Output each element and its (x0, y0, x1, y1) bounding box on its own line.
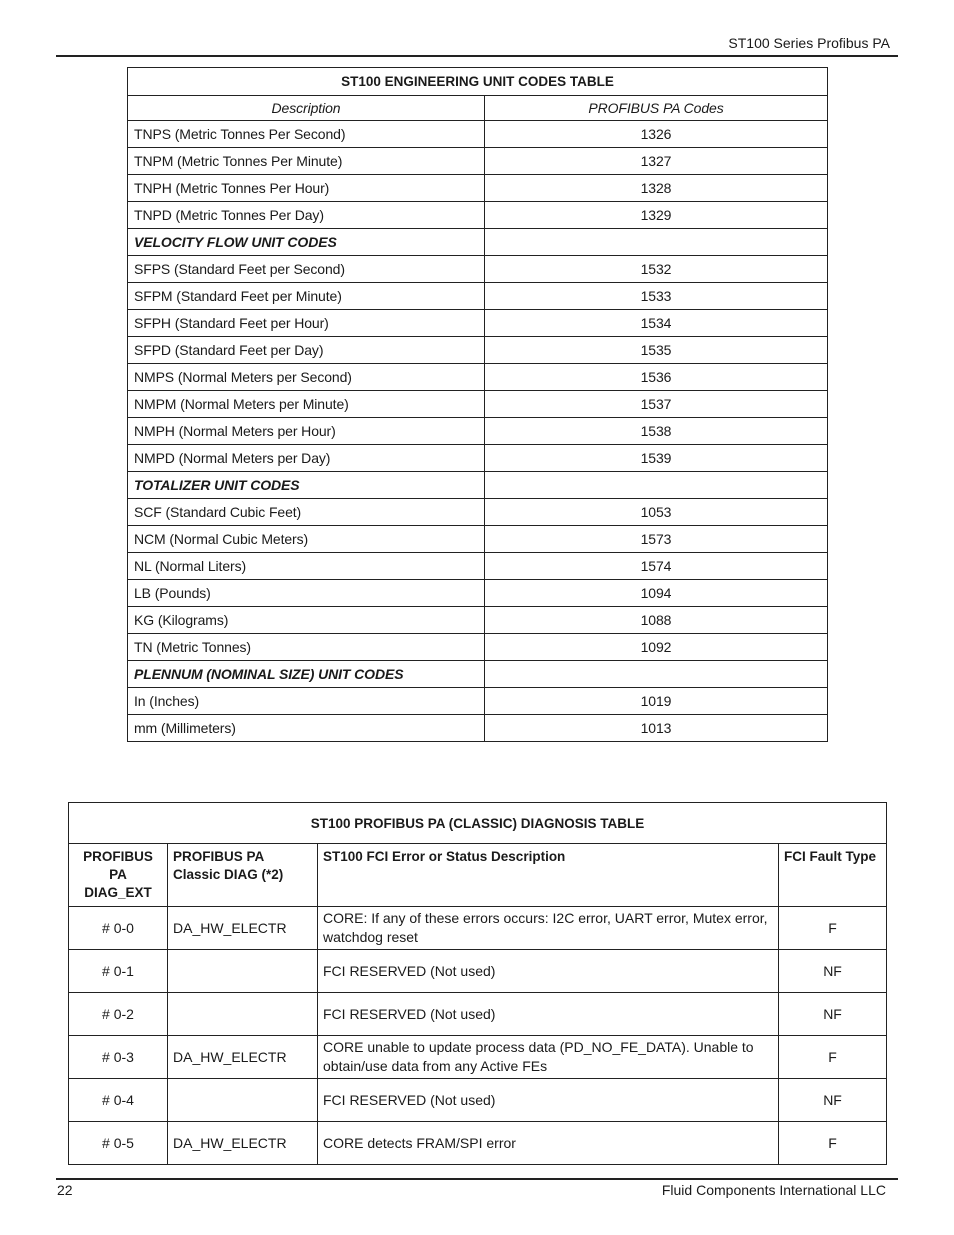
unit-code: 1013 (485, 715, 828, 742)
table-row (128, 256, 828, 283)
header-rule (56, 55, 898, 57)
column-header-diag-ext: PROFIBUS PA DIAG_EXT (69, 844, 168, 907)
unit-description: NL (Normal Liters) (128, 553, 485, 580)
unit-code: 1329 (485, 202, 828, 229)
unit-code (485, 472, 828, 499)
unit-description: TNPS (Metric Tonnes Per Second) (128, 121, 485, 148)
unit-code: 1053 (485, 499, 828, 526)
table-row (128, 499, 828, 526)
table-row (128, 310, 828, 337)
table-row (128, 715, 828, 742)
table-row (128, 445, 828, 472)
unit-description: SFPM (Standard Feet per Minute) (128, 283, 485, 310)
unit-description: SFPS (Standard Feet per Second) (128, 256, 485, 283)
table-row (128, 202, 828, 229)
unit-description: KG (Kilograms) (128, 607, 485, 634)
fault-type: NF (779, 950, 887, 993)
running-header: ST100 Series Profibus PA (728, 35, 890, 51)
table-row (128, 364, 828, 391)
page-number: 22 (57, 1182, 73, 1198)
section-heading: PLENNUM (NOMINAL SIZE) UNIT CODES (128, 661, 485, 688)
diag-ext-bit: # 0-0 (69, 907, 168, 950)
classic-diag (168, 950, 318, 993)
table-row (128, 175, 828, 202)
unit-description: mm (Millimeters) (128, 715, 485, 742)
unit-code: 1573 (485, 526, 828, 553)
table-row (128, 148, 828, 175)
fault-type: NF (779, 1079, 887, 1122)
section-row (128, 661, 828, 688)
table-row (69, 993, 887, 1036)
error-description: CORE detects FRAM/SPI error (318, 1122, 779, 1165)
table-row (128, 337, 828, 364)
unit-code: 1536 (485, 364, 828, 391)
fault-type: F (779, 907, 887, 950)
unit-code: 1535 (485, 337, 828, 364)
table-row (69, 1036, 887, 1079)
error-description: FCI RESERVED (Not used) (318, 1079, 779, 1122)
table-title: ST100 PROFIBUS PA (CLASSIC) DIAGNOSIS TABLE (69, 803, 887, 844)
column-header-fault-type: FCI Fault Type (779, 844, 887, 907)
footer-rule (56, 1178, 898, 1180)
fault-type: NF (779, 993, 887, 1036)
table-row (128, 607, 828, 634)
unit-code: 1532 (485, 256, 828, 283)
fault-type: F (779, 1122, 887, 1165)
diag-ext-bit: # 0-4 (69, 1079, 168, 1122)
error-description: FCI RESERVED (Not used) (318, 950, 779, 993)
table-row (128, 553, 828, 580)
unit-code: 1088 (485, 607, 828, 634)
table-row (128, 283, 828, 310)
unit-code (485, 661, 828, 688)
unit-code: 1538 (485, 418, 828, 445)
unit-code: 1092 (485, 634, 828, 661)
classic-diag (168, 1079, 318, 1122)
section-row (128, 472, 828, 499)
table-row (128, 526, 828, 553)
unit-description: NMPS (Normal Meters per Second) (128, 364, 485, 391)
unit-code: 1094 (485, 580, 828, 607)
fault-type: F (779, 1036, 887, 1079)
diag-ext-bit: # 0-1 (69, 950, 168, 993)
table-row (128, 418, 828, 445)
unit-description: NCM (Normal Cubic Meters) (128, 526, 485, 553)
table-row (69, 1122, 887, 1165)
unit-code: 1327 (485, 148, 828, 175)
unit-description: SFPD (Standard Feet per Day) (128, 337, 485, 364)
unit-description: TNPH (Metric Tonnes Per Hour) (128, 175, 485, 202)
table-row (69, 1079, 887, 1122)
unit-code: 1019 (485, 688, 828, 715)
unit-code (485, 229, 828, 256)
unit-code: 1539 (485, 445, 828, 472)
column-header-classic-diag: PROFIBUS PA Classic DIAG (*2) (168, 844, 318, 907)
classic-diag (168, 993, 318, 1036)
error-description: FCI RESERVED (Not used) (318, 993, 779, 1036)
table-row (128, 121, 828, 148)
unit-description: LB (Pounds) (128, 580, 485, 607)
diagnosis-table (68, 802, 887, 1165)
table-row (69, 950, 887, 993)
diag-ext-bit: # 0-5 (69, 1122, 168, 1165)
unit-description: SCF (Standard Cubic Feet) (128, 499, 485, 526)
unit-description: SFPH (Standard Feet per Hour) (128, 310, 485, 337)
unit-code: 1537 (485, 391, 828, 418)
unit-description: TNPM (Metric Tonnes Per Minute) (128, 148, 485, 175)
table-row (128, 634, 828, 661)
classic-diag: DA_HW_ELECTR (168, 907, 318, 950)
table-title: ST100 ENGINEERING UNIT CODES TABLE (128, 68, 828, 96)
footer-company: Fluid Components International LLC (661, 1182, 886, 1198)
unit-code: 1533 (485, 283, 828, 310)
diag-ext-bit: # 0-2 (69, 993, 168, 1036)
unit-description: In (Inches) (128, 688, 485, 715)
table-row (128, 391, 828, 418)
section-row (128, 229, 828, 256)
diag-ext-bit: # 0-3 (69, 1036, 168, 1079)
column-header-error-description: ST100 FCI Error or Status Description (318, 844, 779, 907)
error-description: CORE: If any of these errors occurs: I2C error, UART error, Mutex error, watchdog reset (318, 907, 779, 950)
unit-description: TN (Metric Tonnes) (128, 634, 485, 661)
unit-description: NMPD (Normal Meters per Day) (128, 445, 485, 472)
unit-description: TNPD (Metric Tonnes Per Day) (128, 202, 485, 229)
table-row (128, 580, 828, 607)
unit-description: NMPM (Normal Meters per Minute) (128, 391, 485, 418)
unit-code: 1326 (485, 121, 828, 148)
section-heading: TOTALIZER UNIT CODES (128, 472, 485, 499)
column-header-codes: PROFIBUS PA Codes (485, 96, 828, 121)
table-row (69, 907, 887, 950)
classic-diag: DA_HW_ELECTR (168, 1122, 318, 1165)
unit-code: 1574 (485, 553, 828, 580)
classic-diag: DA_HW_ELECTR (168, 1036, 318, 1079)
unit-description: NMPH (Normal Meters per Hour) (128, 418, 485, 445)
unit-code: 1534 (485, 310, 828, 337)
table-row (128, 688, 828, 715)
engineering-unit-codes-table (127, 67, 828, 742)
section-heading: VELOCITY FLOW UNIT CODES (128, 229, 485, 256)
error-description: CORE unable to update process data (PD_NO_FE_DATA). Unable to obtain/use data from any Active FEs (318, 1036, 779, 1079)
column-header-description: Description (128, 96, 485, 121)
unit-code: 1328 (485, 175, 828, 202)
